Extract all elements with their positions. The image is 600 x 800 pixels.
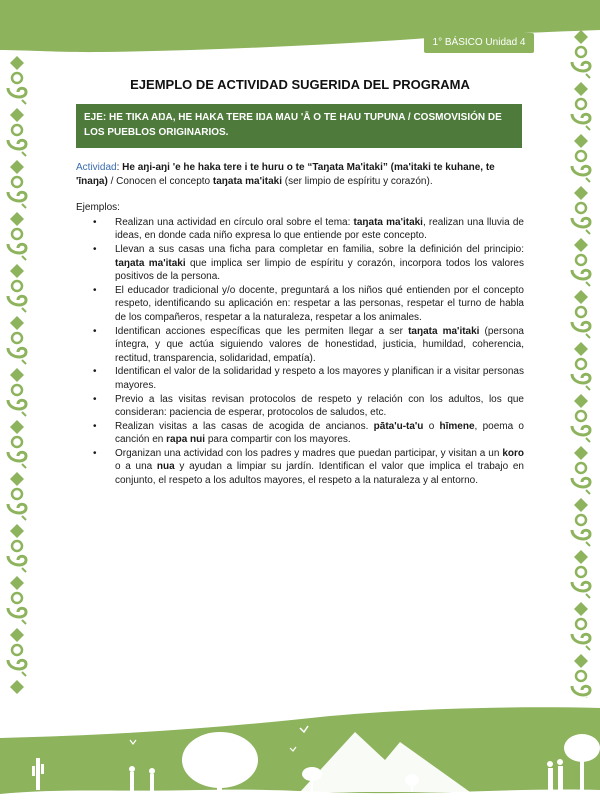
example-item — [76, 243, 524, 284]
unit-badge: 1° BÁSICO Unidad 4 — [424, 33, 534, 53]
example-term: pāta'u-ta'u — [373, 420, 424, 432]
example-item — [76, 420, 524, 447]
right-rapa-nui-pattern-icon — [566, 28, 596, 698]
activity-separator: : — [116, 162, 123, 173]
examples-heading: Ejemplos: — [76, 202, 120, 214]
example-term: rapa nui — [166, 434, 206, 446]
activity-desc-post: (ser limpio de espíritu y corazón). — [281, 175, 433, 187]
example-text: El educador tradicional y/o docente, preguntará a los niños qué entienden por el concepto respeto, identificando su aplicación en: respetar a las personas, respetar el turno de habla de los compañeros, respetar a la naturaleza, respetar a los animales. — [115, 284, 524, 323]
example-item — [76, 365, 524, 392]
example-item — [76, 216, 524, 243]
example-text: o — [423, 420, 440, 432]
example-term: taŋata ma'itaki — [353, 216, 423, 228]
example-item — [76, 447, 524, 488]
activity-paragraph — [76, 161, 524, 188]
left-rapa-nui-pattern-icon — [2, 54, 32, 694]
activity-label: Actividad — [76, 162, 117, 173]
example-text: Realizan una actividad en círculo oral sobre el tema: — [115, 216, 354, 228]
example-text: Realizan visitas a las casas de acogida de ancianos. — [115, 420, 374, 432]
activity-content — [76, 161, 524, 488]
example-text: , realizan una lluvia de ideas, en donde cada niño expresa lo que entiende por este concepto. — [115, 216, 524, 242]
page-title: EJEMPLO DE ACTIVIDAD SUGERIDA DEL PROGRAMA — [130, 77, 470, 92]
example-text: o a una — [115, 461, 157, 473]
example-term: taŋata ma'itaki — [408, 325, 480, 337]
example-text: Organizan una actividad con los padres y madres que puedan participar, y visitan a un — [115, 447, 503, 459]
example-item — [76, 325, 524, 366]
eje-banner: EJE: HE TIKA AŊA, HE HAKA TERE IŊA MAU 'Ā O TE HAU TUPUNA / COSMOVISIÓN DE LOS PUEBLOS ORIGINARIOS. — [76, 104, 522, 148]
example-text: que implica ser limpio de espíritu y corazón, incorpora todos los valores positivos de la persona. — [115, 257, 524, 283]
activity-title: He aŋi-aŋi 'e he haka tere i te huru o te “Taŋata Ma'itaki” (ma'itaki te kuhane, te 'īnaŋa) — [76, 162, 495, 187]
example-term: koro — [502, 447, 524, 459]
example-text: , poema o canción en — [115, 420, 524, 446]
footer-landscape-silhouette-icon — [0, 690, 600, 800]
example-text: (persona íntegra, y que actúa siguiendo valores de honestidad, justicia, humildad, coherencia, rectitud, transparencia, solidaridad, empatía). — [115, 325, 524, 364]
example-text: y ayudan a limpiar su jardín. Identifican el valor que implica el trabajo en conjunto, el respeto a los adultos mayores, el respeto a la naturaleza y al entorno. — [115, 461, 524, 487]
example-text: Identifican acciones específicas que les permiten llegar a ser — [115, 325, 409, 337]
example-text: Llevan a sus casas una ficha para completar en familia, sobre la definición del principio: — [115, 243, 524, 255]
example-term: taŋata ma'itaki — [115, 257, 186, 269]
activity-desc-term: taŋata ma'itaki — [212, 175, 282, 187]
example-text: Identifican el valor de la solidaridad y respeto a los mayores y planifican ir a visitar personas mayores. — [115, 366, 524, 391]
example-term: hīmene — [439, 420, 475, 432]
example-term: nua — [156, 461, 175, 473]
example-text: Previo a las visitas revisan protocolos de respeto y relación con los adultos, los que consideran: paciencia de esperar, protocolos de saludos, etc. — [115, 393, 524, 419]
example-text: para compartir con los mayores. — [205, 434, 351, 446]
example-item — [76, 284, 524, 325]
example-item — [76, 393, 524, 420]
examples-list — [76, 216, 524, 488]
activity-desc-pre: / Conocen el concepto — [107, 175, 213, 187]
